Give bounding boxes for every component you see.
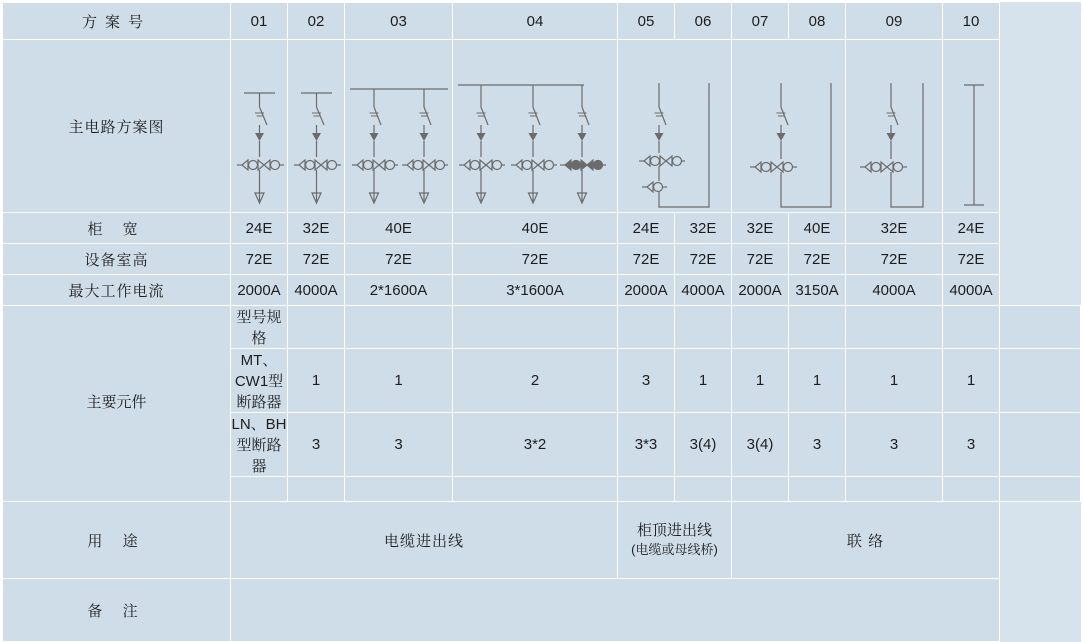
usage-line-1: 柜顶进出线 — [636, 522, 712, 540]
model-spec-cell — [675, 306, 732, 349]
breaker-mt-cell: 3 — [618, 349, 675, 413]
row-label-usage: 用 途 — [3, 502, 231, 579]
row-label-breaker-ln-bh: LN、BH型断路器 — [231, 413, 288, 477]
circuit-diagram-07-08 — [732, 40, 846, 213]
cabinet-width-cell: 24E — [231, 213, 288, 244]
breaker-ln-cell: 3 — [345, 413, 453, 477]
row-label-cabinet-width: 柜 宽 — [3, 213, 231, 244]
breaker-mt-cell — [1000, 349, 1081, 413]
breaker-mt-cell: 1 — [675, 349, 732, 413]
equipment-height-cell: 72E — [231, 244, 288, 275]
spare-cell — [846, 477, 943, 502]
spare-cell — [618, 477, 675, 502]
row-label-max-working-current: 最大工作电流 — [3, 275, 231, 306]
spare-cell — [453, 477, 618, 502]
equipment-height-cell: 72E — [943, 244, 1000, 275]
scheme-number-cell: 06 — [675, 3, 732, 40]
breaker-mt-cell: 1 — [943, 349, 1000, 413]
cabinet-width-cell: 24E — [618, 213, 675, 244]
max-current-cell: 3150A — [789, 275, 846, 306]
breaker-ln-cell — [1000, 413, 1081, 477]
row-label-scheme-no: 方案号 — [3, 3, 231, 40]
spare-cell — [1000, 477, 1081, 502]
scheme-table — [2, 2, 1081, 642]
row-label-breaker-mt-cw1: MT、CW1型断路器 — [231, 349, 288, 413]
cabinet-width-cell: 40E — [345, 213, 453, 244]
max-current-cell: 3*1600A — [453, 275, 618, 306]
max-current-cell: 2000A — [732, 275, 789, 306]
spare-cell — [789, 477, 846, 502]
max-current-cell: 4000A — [943, 275, 1000, 306]
breaker-ln-cell: 3 — [789, 413, 846, 477]
spare-cell — [288, 477, 345, 502]
row-label-model-spec: 型号规格 — [231, 306, 288, 349]
equipment-height-cell: 72E — [675, 244, 732, 275]
main-components-label-text: 主要元件 — [86, 394, 147, 412]
table-row-usage — [3, 502, 1081, 579]
row-label-main-circuit: 主电路方案图 — [3, 40, 231, 213]
circuit-diagram-04 — [453, 40, 618, 213]
max-current-cell: 2*1600A — [345, 275, 453, 306]
equipment-height-cell: 72E — [453, 244, 618, 275]
cabinet-width-cell: 40E — [453, 213, 618, 244]
cabinet-width-cell: 32E — [675, 213, 732, 244]
cabinet-width-cell: 24E — [943, 213, 1000, 244]
row-label-equipment-room-height: 设备室高 — [3, 244, 231, 275]
table-row-scheme-number — [3, 3, 1081, 40]
spare-label-cell — [231, 477, 288, 502]
breaker-mt-cell: 2 — [453, 349, 618, 413]
model-spec-cell — [732, 306, 789, 349]
model-spec-cell — [345, 306, 453, 349]
scheme-number-cell: 04 — [453, 3, 618, 40]
usage-cell-top-entry — [618, 502, 732, 579]
circuit-diagram-03 — [345, 40, 453, 213]
spare-cell — [732, 477, 789, 502]
model-spec-cell — [453, 306, 618, 349]
equipment-height-cell: 72E — [618, 244, 675, 275]
breaker-mt-cell: 1 — [789, 349, 846, 413]
max-current-cell: 4000A — [846, 275, 943, 306]
spare-cell — [345, 477, 453, 502]
model-spec-cell — [618, 306, 675, 349]
usage-line-2: (电缆或母线桥) — [631, 542, 718, 558]
max-current-cell: 4000A — [288, 275, 345, 306]
circuit-diagram-10 — [943, 40, 1000, 213]
table-row-equipment-room-height — [3, 244, 1081, 275]
breaker-mt-cell: 1 — [732, 349, 789, 413]
equipment-height-cell: 72E — [732, 244, 789, 275]
scheme-number-cell: 01 — [231, 3, 288, 40]
scheme-number-cell: 09 — [846, 3, 943, 40]
scheme-number-cell: 07 — [732, 3, 789, 40]
usage-cell-tie: 联 络 — [732, 502, 1000, 579]
breaker-ln-cell: 3 — [943, 413, 1000, 477]
breaker-ln-cell: 3*2 — [453, 413, 618, 477]
table-row-remark — [3, 579, 1081, 642]
row-label-main-components — [3, 306, 231, 502]
cabinet-width-cell: 32E — [846, 213, 943, 244]
equipment-height-cell: 72E — [345, 244, 453, 275]
cabinet-width-cell: 32E — [288, 213, 345, 244]
row-label-remark: 备 注 — [3, 579, 231, 642]
max-current-cell: 4000A — [675, 275, 732, 306]
scheme-number-cell: 08 — [789, 3, 846, 40]
table-row-cabinet-width — [3, 213, 1081, 244]
breaker-ln-cell: 3(4) — [675, 413, 732, 477]
usage-cell-cable-inout: 电缆进出线 — [231, 502, 618, 579]
table-row-main-circuit-diagrams — [3, 40, 1081, 213]
circuit-diagram-09 — [846, 40, 943, 213]
breaker-mt-cell: 1 — [288, 349, 345, 413]
table-row-model-spec — [3, 306, 1081, 349]
model-spec-cell — [288, 306, 345, 349]
circuit-diagram-01 — [231, 40, 288, 213]
cabinet-width-cell: 32E — [732, 213, 789, 244]
equipment-height-cell: 72E — [789, 244, 846, 275]
breaker-ln-cell: 3*3 — [618, 413, 675, 477]
scheme-number-cell: 10 — [943, 3, 1000, 40]
cabinet-width-cell: 40E — [789, 213, 846, 244]
model-spec-cell — [789, 306, 846, 349]
breaker-ln-cell: 3 — [846, 413, 943, 477]
table-row-max-working-current — [3, 275, 1081, 306]
spare-cell — [943, 477, 1000, 502]
breaker-ln-cell: 3(4) — [732, 413, 789, 477]
circuit-diagram-05-06 — [618, 40, 732, 213]
equipment-height-cell: 72E — [846, 244, 943, 275]
max-current-cell: 2000A — [231, 275, 288, 306]
equipment-height-cell: 72E — [288, 244, 345, 275]
breaker-mt-cell: 1 — [846, 349, 943, 413]
schematic-table-sheet — [0, 2, 1083, 620]
model-spec-cell — [943, 306, 1000, 349]
breaker-ln-cell: 3 — [288, 413, 345, 477]
circuit-diagram-02 — [288, 40, 345, 213]
model-spec-cell — [846, 306, 943, 349]
model-spec-cell — [1000, 306, 1081, 349]
max-current-cell: 2000A — [618, 275, 675, 306]
scheme-number-cell: 03 — [345, 3, 453, 40]
scheme-number-cell: 05 — [618, 3, 675, 40]
spare-cell — [675, 477, 732, 502]
scheme-number-cell: 02 — [288, 3, 345, 40]
breaker-mt-cell: 1 — [345, 349, 453, 413]
remark-value-cell — [231, 579, 1000, 642]
